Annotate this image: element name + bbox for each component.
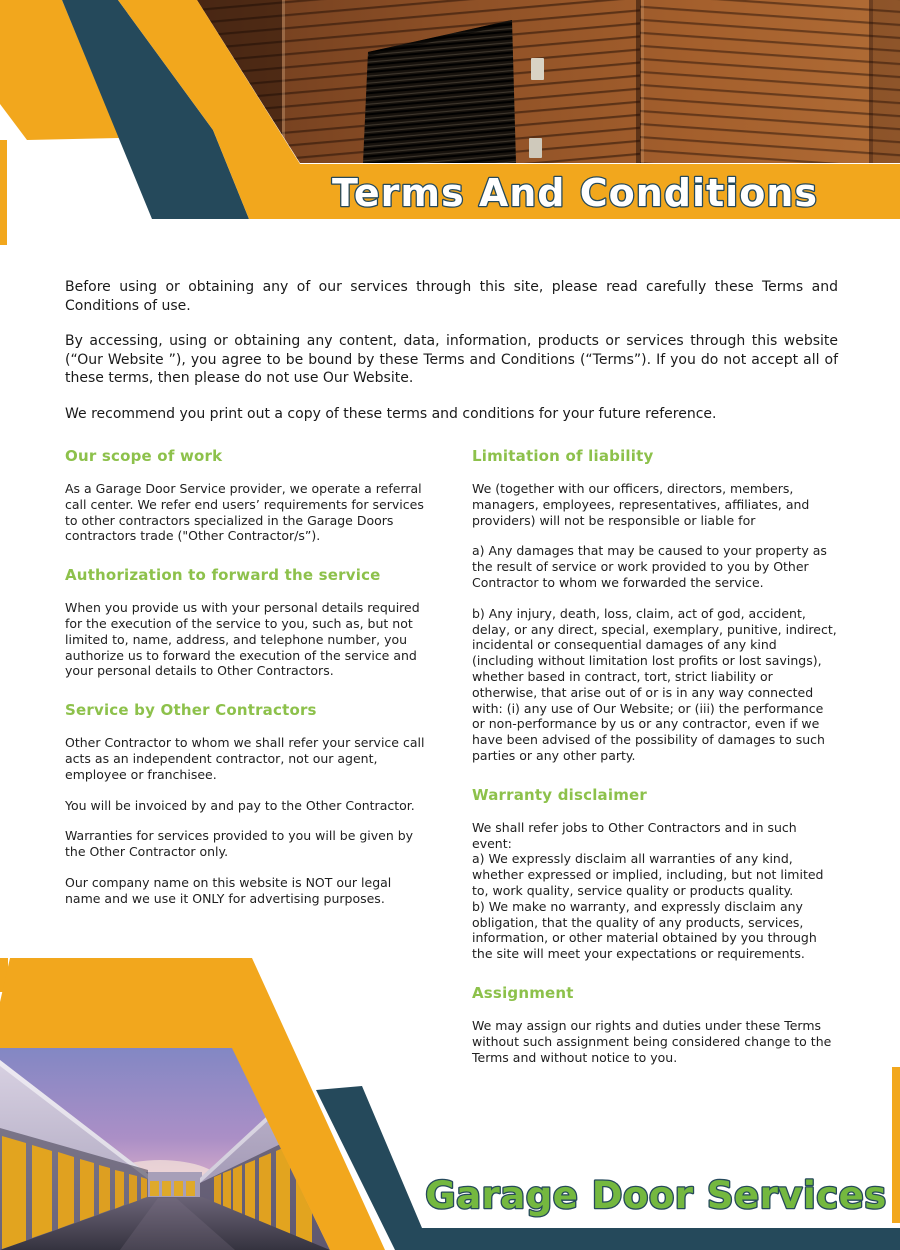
page-title: Terms And Conditions [332,171,818,215]
section-heading: Authorization to forward the service [65,566,381,585]
header-left-edge-strip [0,140,7,245]
section-paragraph: Warranties for services provided to you will be given by the Other Contractor only. [65,828,414,860]
logo-text: Garage Door Services [425,1174,887,1217]
section-paragraph: b) We make no warranty, and expressly disclaim any obligation, that the quality of any products, services, information, or other material obtained by you through the site will meet your expectations or requirements. [472,898,817,962]
footer-decoration [0,940,900,1250]
section-paragraph: b) Any injury, death, loss, claim, act of god, accident, delay, or any direct, special, exemplary, punitive, indirect, incidental or consequential damages of any kind (including without limitation lost profits or lost savings), whether based in contract, tort, strict liability or otherwise, that arise out of or is in any way connected with: (i) any use of Our Website; or (iii) the performance or non-performance by us or any contractor, even if we have been advised of the possibility of damages to such parties or any other party. [472,605,837,763]
section-paragraph: We may assign our rights and duties under these Terms without such assignment being considered change to the Terms and without notice to you. [472,1017,832,1065]
section-our-scope-of-work [65,447,425,544]
section-paragraph: As a Garage Door Service provider, we operate a referral call center. We refer end users’ requirements for services to other contractors specialized in the Garage Doors contractors trade ("Other Contractor/s”). [65,481,424,544]
section-heading: Limitation of liability [472,447,654,465]
section-heading: Warranty disclaimer [472,785,648,804]
section-paragraph: a) We expressly disclaim all warranties of any kind, whether expressed or implied, including, but not limited to, work quality, service quality or products quality. [472,851,824,898]
intro-paragraph: By accessing, using or obtaining any content, data, information, products or services through this website (“Our Website ”), you agree to be bound by these Terms and Conditions (“Terms”). If you do not accept all of these terms, then please do not use Our Website. [65,333,838,386]
section-limitation-of-liability [472,447,839,764]
footer-teal-band-and-bottom-bar [316,1086,900,1250]
section-heading: Service by Other Contractors [65,701,317,720]
section-paragraph: When you provide us with your personal details required for the execution of the service to you, such as, but not limited to, name, address, and telephone number, you authorize us to forward the execution of the service and your personal details to Other Contractors. [65,600,420,679]
section-service-by-other-contractors [65,701,425,906]
section-paragraph: We shall refer jobs to Other Contractors and in such event: [472,819,797,851]
header-decoration [0,0,900,250]
section-paragraph: We (together with our officers, directors, members, managers, employees, representatives, affiliates, and providers) will not be responsible or liable for [472,481,810,528]
wall-plate [531,58,544,80]
footer-right-edge-strip [892,1067,900,1223]
section-heading: Assignment [472,983,574,1002]
wall-plate [529,138,542,158]
section-warranty-disclaimer [472,786,839,962]
left-column [65,447,425,922]
building-corner-edge [636,0,641,163]
section-heading: Our scope of work [65,447,223,465]
section-paragraph: Our company name on this website is NOT our legal name and we use it ONLY for advertising purposes. [65,874,392,906]
section-authorization [65,566,425,679]
intro-paragraph: We recommend you print out a copy of these terms and conditions for your future reference. [65,405,717,422]
intro-paragraph: Before using or obtaining any of our services through this site, please read carefully these Terms and Conditions of use. [65,279,838,314]
section-paragraph: Other Contractor to whom we shall refer your service call acts as an independent contractor, not our agent, employee or franchisee. [65,735,425,782]
header-photo [197,0,900,163]
section-paragraph: a) Any damages that may be caused to your property as the result of service or work provided to you by Other Contractor to whom we forwarded the service. [472,543,827,590]
section-paragraph: You will be invoiced by and pay to the Other Contractor. [65,797,415,813]
intro-section [65,278,838,440]
